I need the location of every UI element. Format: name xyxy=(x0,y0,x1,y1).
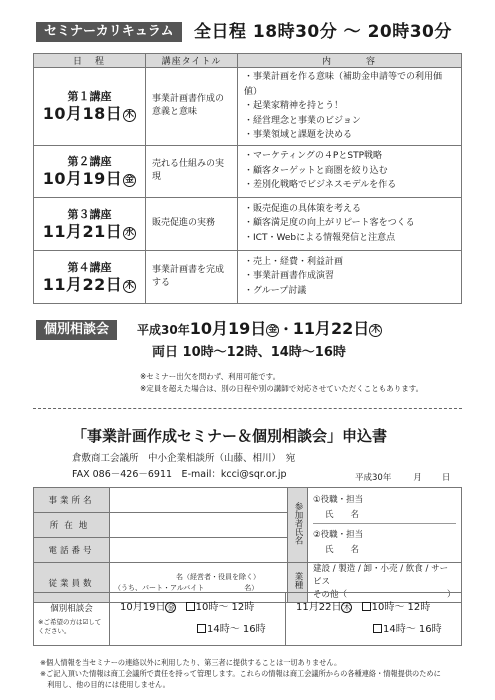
employees-count-unit: 名（経営者・役員を除く） xyxy=(176,572,260,581)
employees-part-unit: 名） xyxy=(244,583,259,592)
content-item: ・ 事業計画を作る意味（補助金申請等での利用価値） xyxy=(244,70,455,99)
table-row xyxy=(34,197,462,250)
table-row xyxy=(34,145,462,197)
weekday-badge: 木 xyxy=(371,325,381,335)
content-item: ・ 顧客ターゲットと商圏を絞り込む xyxy=(244,164,455,179)
label-phone: 電話番号 xyxy=(34,538,110,563)
form-fax-email: FAX 086－426－6911 E-mail：kcci@sqr.or.jp xyxy=(72,469,287,480)
consultation-hours: 両日 10時～12時、14時～16時 xyxy=(152,345,346,360)
participant-1-role: ①役職・担当 xyxy=(313,494,364,505)
header-content: 内 容 xyxy=(238,54,462,68)
slot-morning-label: 10時～ 12時 xyxy=(371,602,431,613)
slot-afternoon-label: 14時～ 16時 xyxy=(383,624,442,635)
weekday-badge: 木 xyxy=(125,280,135,291)
footer-note-3: 利用し、他の目的には使用しません。 xyxy=(40,680,170,689)
session-label: 第１講座 xyxy=(67,90,112,104)
footer-note-2: ※ご記入頂いた情報は商工会議所で責任を持って管理します。これらの情報は商工会議所からの各種連絡・情報提供のために xyxy=(40,669,441,678)
consultation-tag: 個別相談会 xyxy=(36,320,117,340)
content-item: ・ 差別化戦略でビジネスモデルを作る xyxy=(244,178,455,193)
table-header-row xyxy=(34,54,462,68)
label-industry-text: 業種 xyxy=(293,572,303,589)
consultation-date-1: 10月19日 xyxy=(189,319,267,338)
session-date: 11月22日 xyxy=(42,274,123,294)
consultation-note-2: ※定員を超えた場合は、別の日程や別の講師で対応させていただくこともあります。 xyxy=(140,384,424,393)
session-date: 10月18日 xyxy=(42,104,123,124)
content-item: ・ 顧客満足度の向上がリピート客をつくる xyxy=(244,216,455,231)
curriculum-tag: セミナーカリキュラム xyxy=(36,22,182,42)
label-consult: 個別相談会 xyxy=(50,603,93,614)
phone-field[interactable] xyxy=(110,538,288,563)
date-separator: ・ xyxy=(279,322,293,338)
form-date-month: 月 xyxy=(413,473,422,483)
label-business-name: 事業所名 xyxy=(34,488,110,513)
slot-a-date: 10月19日 xyxy=(120,602,166,613)
content-item: ・ マーケティングの４PとSTP戦略 xyxy=(244,149,455,164)
session-date-cell xyxy=(34,68,146,146)
weekday-badge: 木 xyxy=(342,603,351,612)
form-date-year: 平成30年 xyxy=(355,473,392,483)
slot-morning-label: 10時～ 12時 xyxy=(195,602,255,613)
cut-line xyxy=(33,408,462,409)
header-date: 日 程 xyxy=(34,54,146,68)
industry-other-close: ） xyxy=(447,590,456,600)
checkbox-slot-a-afternoon[interactable] xyxy=(197,624,206,633)
consult-slot-a xyxy=(110,593,286,646)
session-label: 第２講座 xyxy=(67,155,112,168)
participant-1-name: 氏 名 xyxy=(313,508,456,524)
label-employees: 従業員数 xyxy=(34,563,110,603)
session-content xyxy=(238,197,462,250)
participants-field[interactable] xyxy=(308,488,462,563)
industry-other-label: その他（ xyxy=(313,590,348,600)
content-item: ・ 販売促進の具体策を考える xyxy=(244,202,455,217)
table-row xyxy=(34,68,462,146)
session-date-cell xyxy=(34,145,146,197)
consultation-note-1: ※セミナー出欠を問わず、利用可能です。 xyxy=(140,372,281,381)
consultation-dates xyxy=(137,319,382,340)
session-date: 11月21日 xyxy=(42,221,123,241)
weekday-badge: 木 xyxy=(125,110,135,121)
checkbox-slot-b-morning[interactable] xyxy=(362,602,371,611)
checkbox-slot-b-afternoon[interactable] xyxy=(373,624,382,633)
header-title: 講座タイトル xyxy=(146,54,238,68)
form-title: 「事業計画作成セミナー＆個別相談会」申込書 xyxy=(72,427,388,445)
session-title: 事業計画書を完成する xyxy=(146,250,238,303)
session-date-cell xyxy=(34,197,146,250)
consultation-year: 平成30年 xyxy=(137,323,190,337)
content-item: ・ ICT・Webによる情報発信と注意点 xyxy=(244,231,455,246)
weekday-badge: 水 xyxy=(125,227,135,238)
participant-2-role: ②役職・担当 xyxy=(313,529,364,540)
weekday-badge: 金 xyxy=(268,325,278,335)
location-field[interactable] xyxy=(110,513,288,538)
schedule-headline: 全日程 18時30分 ～ 20時30分 xyxy=(194,22,452,42)
content-item: ・ 事業領域と課題を決める xyxy=(244,128,455,143)
business-name-field[interactable] xyxy=(110,488,288,513)
label-participants-text: 参加者氏名 xyxy=(293,501,303,545)
consultation-date-2: 11月22日 xyxy=(292,319,370,338)
participant-2-name: 氏 名 xyxy=(325,544,360,555)
session-content xyxy=(238,145,462,197)
form-date xyxy=(355,471,450,485)
industry-options: 建設 / 製造 / 卸・小売 / 飲食 / サービス xyxy=(313,564,449,587)
application-form-table xyxy=(33,487,462,603)
slot-b-date: 11月22日 xyxy=(296,602,342,613)
session-content xyxy=(238,250,462,303)
content-item: ・ グループ討議 xyxy=(244,284,455,299)
form-address: 倉敷商工会議所 中小企業相談所（山藤、相川） 宛 xyxy=(72,453,296,464)
label-location: 所在地 xyxy=(34,513,110,538)
consult-label-cell xyxy=(34,593,110,646)
table-row xyxy=(34,250,462,303)
session-label: 第４講座 xyxy=(67,260,112,274)
content-item: ・ 起業家精神を持とう！ xyxy=(244,99,455,114)
content-item: ・ 事業計画書作成演習 xyxy=(244,269,455,284)
session-title: 事業計画書作成の意義と意味 xyxy=(146,68,238,146)
session-label: 第３講座 xyxy=(67,207,112,221)
weekday-badge: 金 xyxy=(125,175,135,185)
session-title: 販売促進の実務 xyxy=(146,197,238,250)
session-content xyxy=(238,68,462,146)
curriculum-table xyxy=(33,53,462,304)
form-date-day: 日 xyxy=(441,473,451,483)
consultation-slot-table xyxy=(33,592,462,646)
session-date-cell xyxy=(34,250,146,303)
footer-note-1: ※個人情報を当セミナーの連絡以外に利用したり、第三者に提供することは一切ありません。 xyxy=(40,658,342,667)
consult-note: ※ご希望の方は☑してください。 xyxy=(38,617,102,635)
slot-afternoon-label: 14時～ 16時 xyxy=(207,624,266,635)
content-item: ・ 経営理念と事業のビジョン xyxy=(244,114,455,129)
employees-part-label: （うち、パート・アルバイト xyxy=(114,583,205,592)
consult-slot-b xyxy=(286,593,462,646)
session-date: 10月19日 xyxy=(42,169,123,188)
checkbox-slot-a-morning[interactable] xyxy=(186,602,195,611)
label-participants xyxy=(288,488,308,563)
session-title: 売れる仕組みの実現 xyxy=(146,145,238,197)
content-item: ・ 売上・経費・利益計画 xyxy=(244,255,455,270)
weekday-badge: 金 xyxy=(166,603,175,612)
